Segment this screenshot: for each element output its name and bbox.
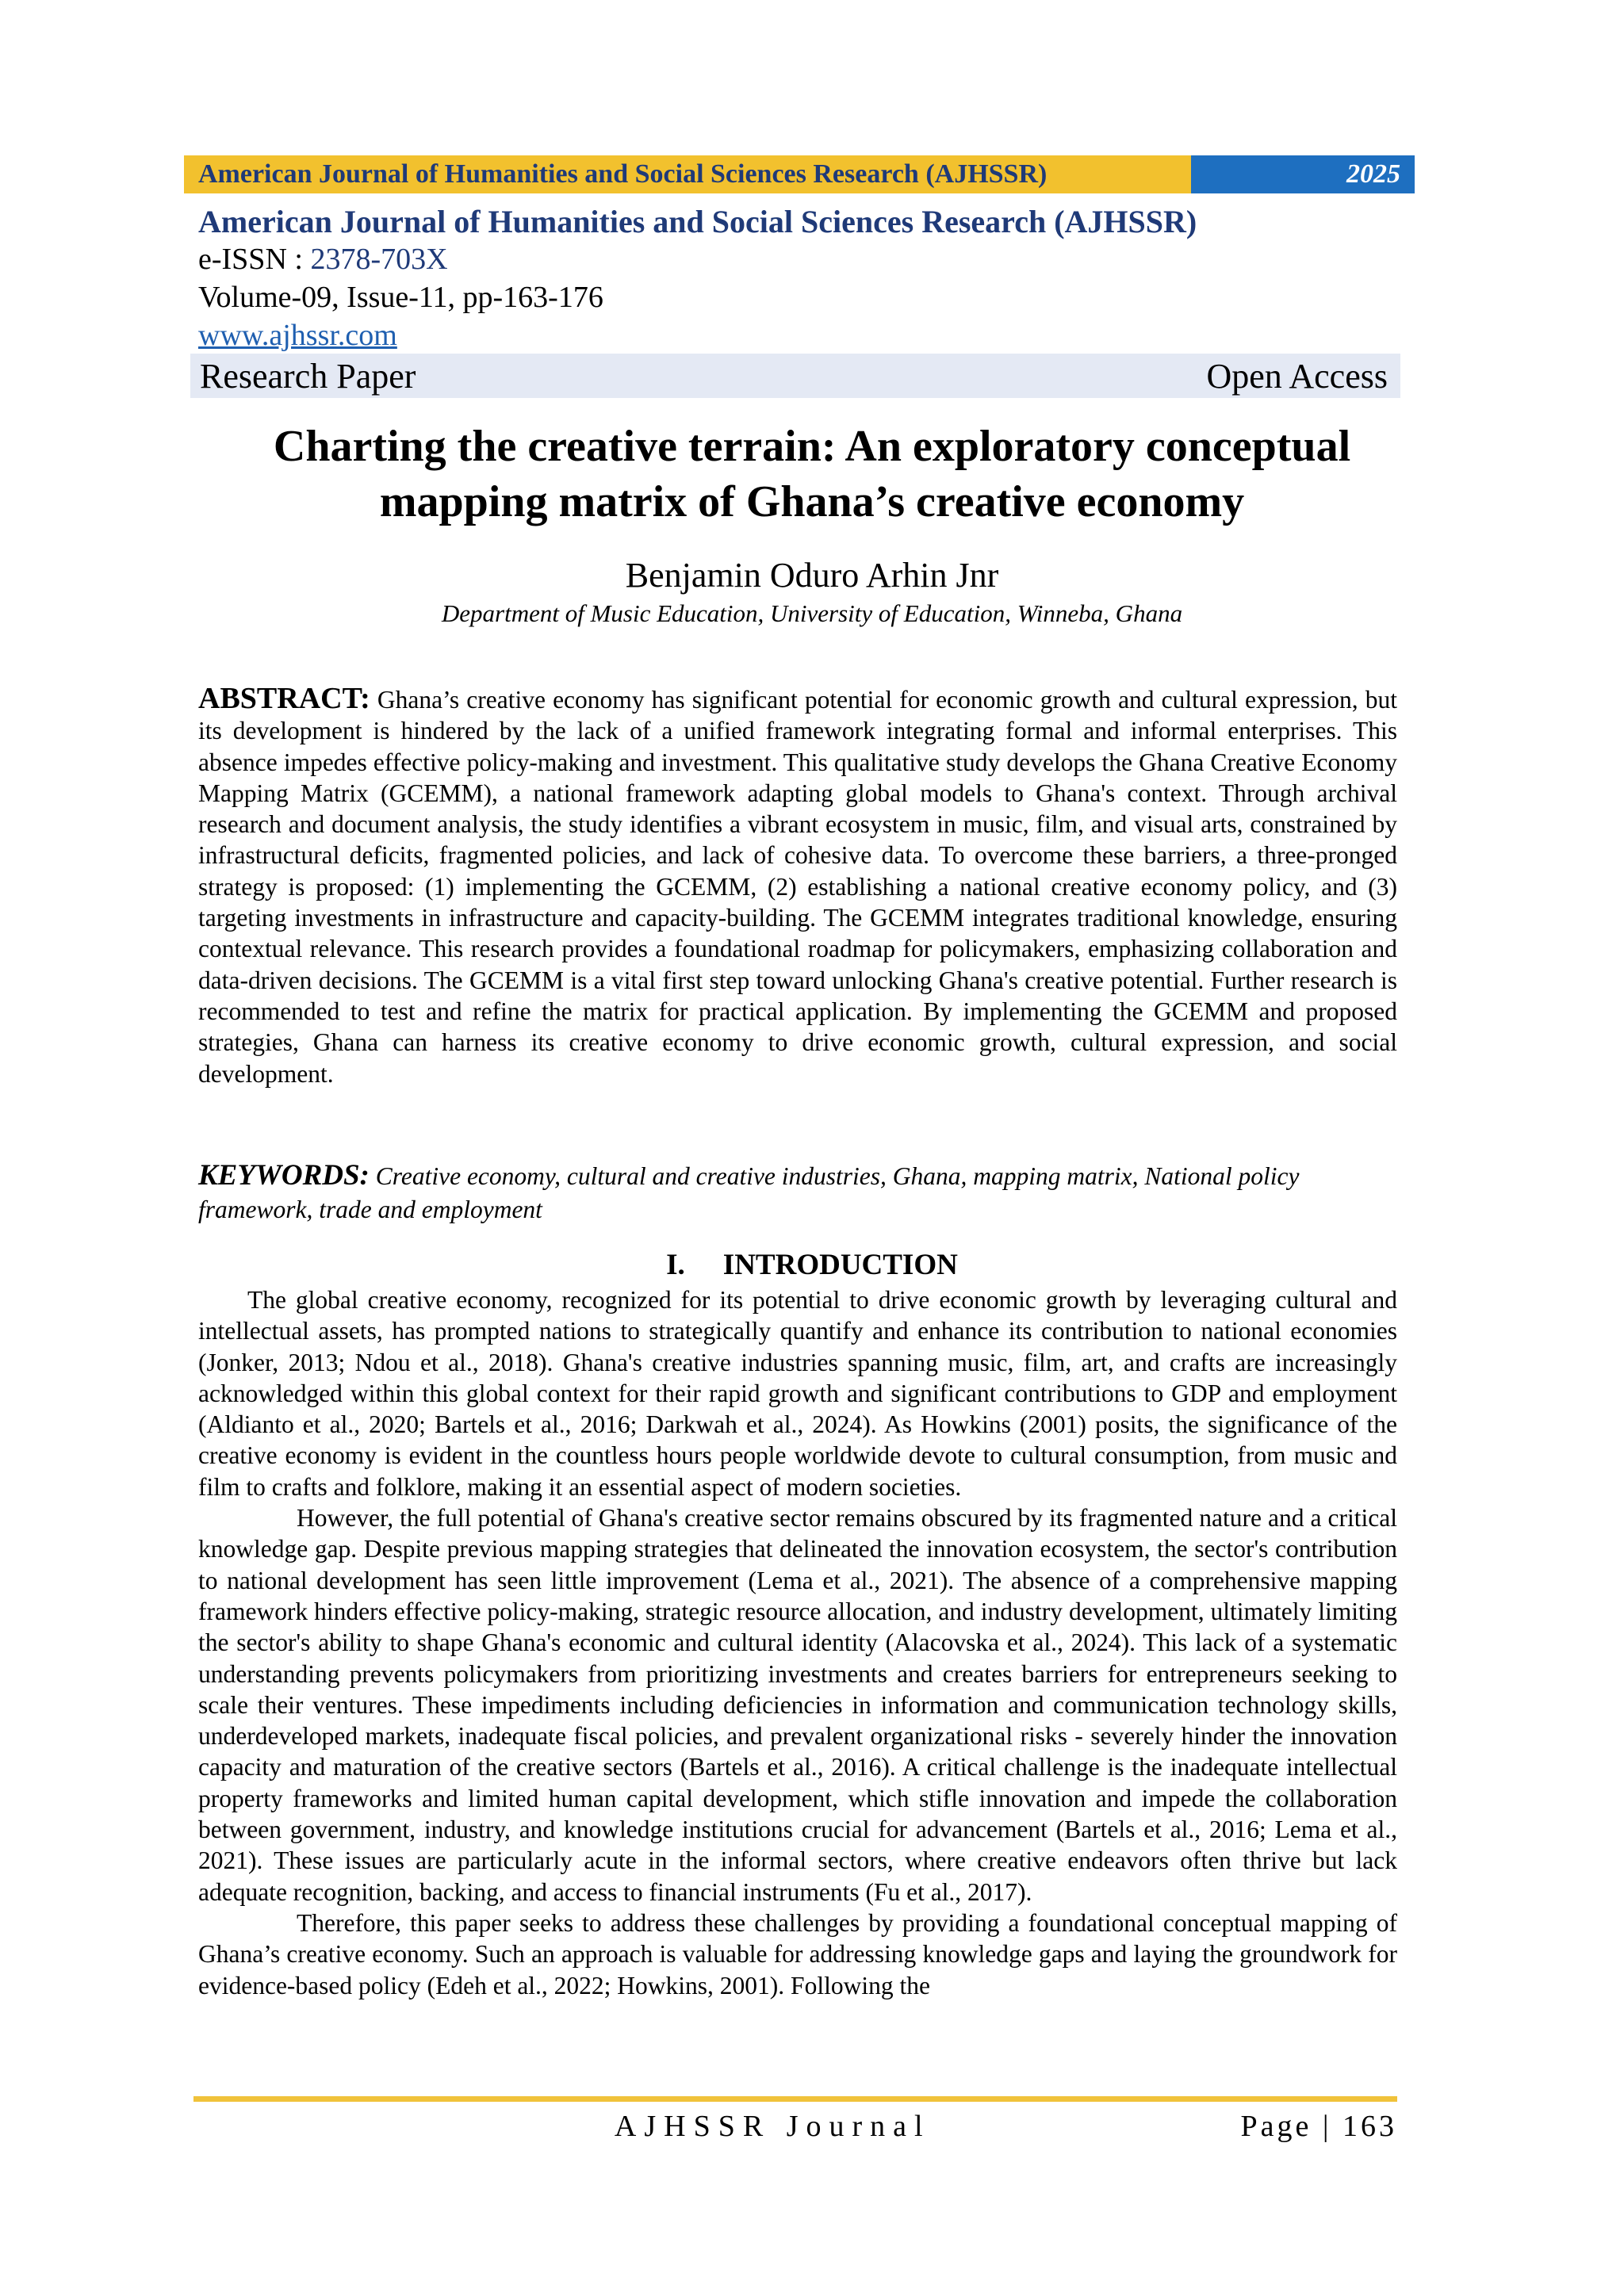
access-type: Open Access [1206,356,1388,396]
body-paragraph: However, the full potential of Ghana's creative sector remains obscured by its fragmented nature and a critical knowledge gap. Despite previous mapping strategies that delineated the innovation ecosystem, the sector's contribution to national development has seen little improvement (Lema et al., 2021). The absence of a comprehensive mapping framework hinders effective policy-making, strategic resource allocation, and industry development, ultimately limiting the sector's ability to shape Ghana's economic and cultural identity (Alacovska et al., 2024). This lack of a systematic understanding prevents policymakers from prioritizing investments and creates barriers for entrepreneurs seeking to scale their ventures. These impediments including deficiencies in information and communication technology skills, underdeveloped markets, inadequate fiscal policies, and prevalent organizational risks - severely hinder the innovation capacity and maturation of the creative sectors (Bartels et al., 2016). A critical challenge is the inadequate intellectual property frameworks and limited human capital development, which stifle innovation and impede the collaboration between government, industry, and knowledge institutions crucial for advancement (Bartels et al., 2016; Lema et al., 2021). These issues are particularly acute in the informal sectors, where creative endeavors often thrive but lack adequate recognition, backing, and access to financial instruments (Fu et al., 2017). [198,1504,1397,1906]
paper-title-line-2: mapping matrix of Ghana’s creative economy [379,477,1245,526]
abstract [198,683,1397,1089]
author-name: Benjamin Oduro Arhin Jnr [625,556,999,595]
banner-title: American Journal of Humanities and Social Sciences Research (AJHSSR) [184,155,1191,193]
body-paragraph: The global creative economy, recognized for its potential to drive economic growth by leveraging cultural and intellectual assets, has prompted nations to strategically quantify and enhance its contribution to national economies (Jonker, 2013; Ndou et al., 2018). Ghana's creative industries spanning music, film, art, and crafts are increasingly acknowledged within this global context for their rapid growth and significant contributions to GDP and employment (Aldianto et al., 2020; Bartels et al., 2016; Darkwah et al., 2024). As Howkins (2001) posits, the significance of the creative economy is evident in the countless hours people worldwide devote to cultural consumption, from music and film to crafts and folklore, making it an essential aspect of modern societies. [198,1286,1397,1501]
page-footer [193,2109,1397,2144]
volume-info: Volume-09, Issue-11, pp-163-176 [198,281,603,314]
body-paragraph: Therefore, this paper seeks to address these challenges by providing a foundational conceptual mapping of Ghana’s creative economy. Such an approach is valuable for addressing knowledge gaps and laying the groundwork for evidence-based policy (Edeh et al., 2022; Howkins, 2001). Following the [198,1908,1397,1999]
keywords [198,1159,1397,1226]
footer-rule [193,2096,1397,2102]
author-affiliation: Department of Music Education, University of Education, Winneba, Ghana [441,599,1183,627]
abstract-text: Ghana’s creative economy has significant potential for economic growth and cultural expression, but its development is hindered by the lack of a unified framework integrating formal and informal enterprises. This absence impedes effective policy-making and investment. This qualitative study develops the Ghana Creative Economy Mapping Matrix (GCEMM), a national framework adapting global models to Ghana's context. Through archival research and document analysis, the study identifies a vibrant ecosystem in music, film, and visual arts, constrained by infrastructural deficits, fragmented policies, and lack of cohesive data. To overcome these barriers, a three-pronged strategy is proposed: (1) implementing the GCEMM, (2) establishing a national creative economy policy, and (3) targeting investments in infrastructure and capacity-building. The GCEMM integrates traditional knowledge, ensuring contextual relevance. This research provides a foundational roadmap for policymakers, emphasizing collaboration and data-driven decisions. The GCEMM is a vital first step toward unlocking Ghana's creative potential. Further research is recommended to test and refine the matrix for practical application. By implementing the GCEMM and proposed strategies, Ghana can harness its creative economy to drive economic growth, cultural expression, and social development. [198,686,1398,1088]
abstract-label: ABSTRACT: [198,682,370,715]
issn-label: e-ISSN : [198,243,311,276]
paper-title [190,419,1434,530]
journal-title: American Journal of Humanities and Social Sciences Research (AJHSSR) [198,204,1197,239]
keywords-label: KEYWORDS: [198,1159,370,1192]
section-title: INTRODUCTION [722,1249,958,1281]
paper-type-bar [190,354,1400,398]
journal-banner [184,155,1415,193]
paper-type: Research Paper [200,356,416,396]
issn-number: 2378-703X [310,243,448,276]
section-body [198,1284,1397,2001]
paper-title-line-1: Charting the creative terrain: An exploratory conceptual [273,422,1351,471]
footer-journal-name: AJHSSR Journal [614,2110,931,2143]
section-number: I. [666,1249,685,1281]
journal-website-link[interactable]: www.ajhssr.com [198,319,397,352]
page-number: Page | 163 [1240,2110,1397,2143]
banner-year: 2025 [1191,155,1415,193]
keywords-text: Creative economy, cultural and creative industries, Ghana, mapping matrix, National policy framework, trade and employment [198,1162,1300,1223]
section-heading [190,1248,1434,1282]
issn-line [198,241,448,277]
